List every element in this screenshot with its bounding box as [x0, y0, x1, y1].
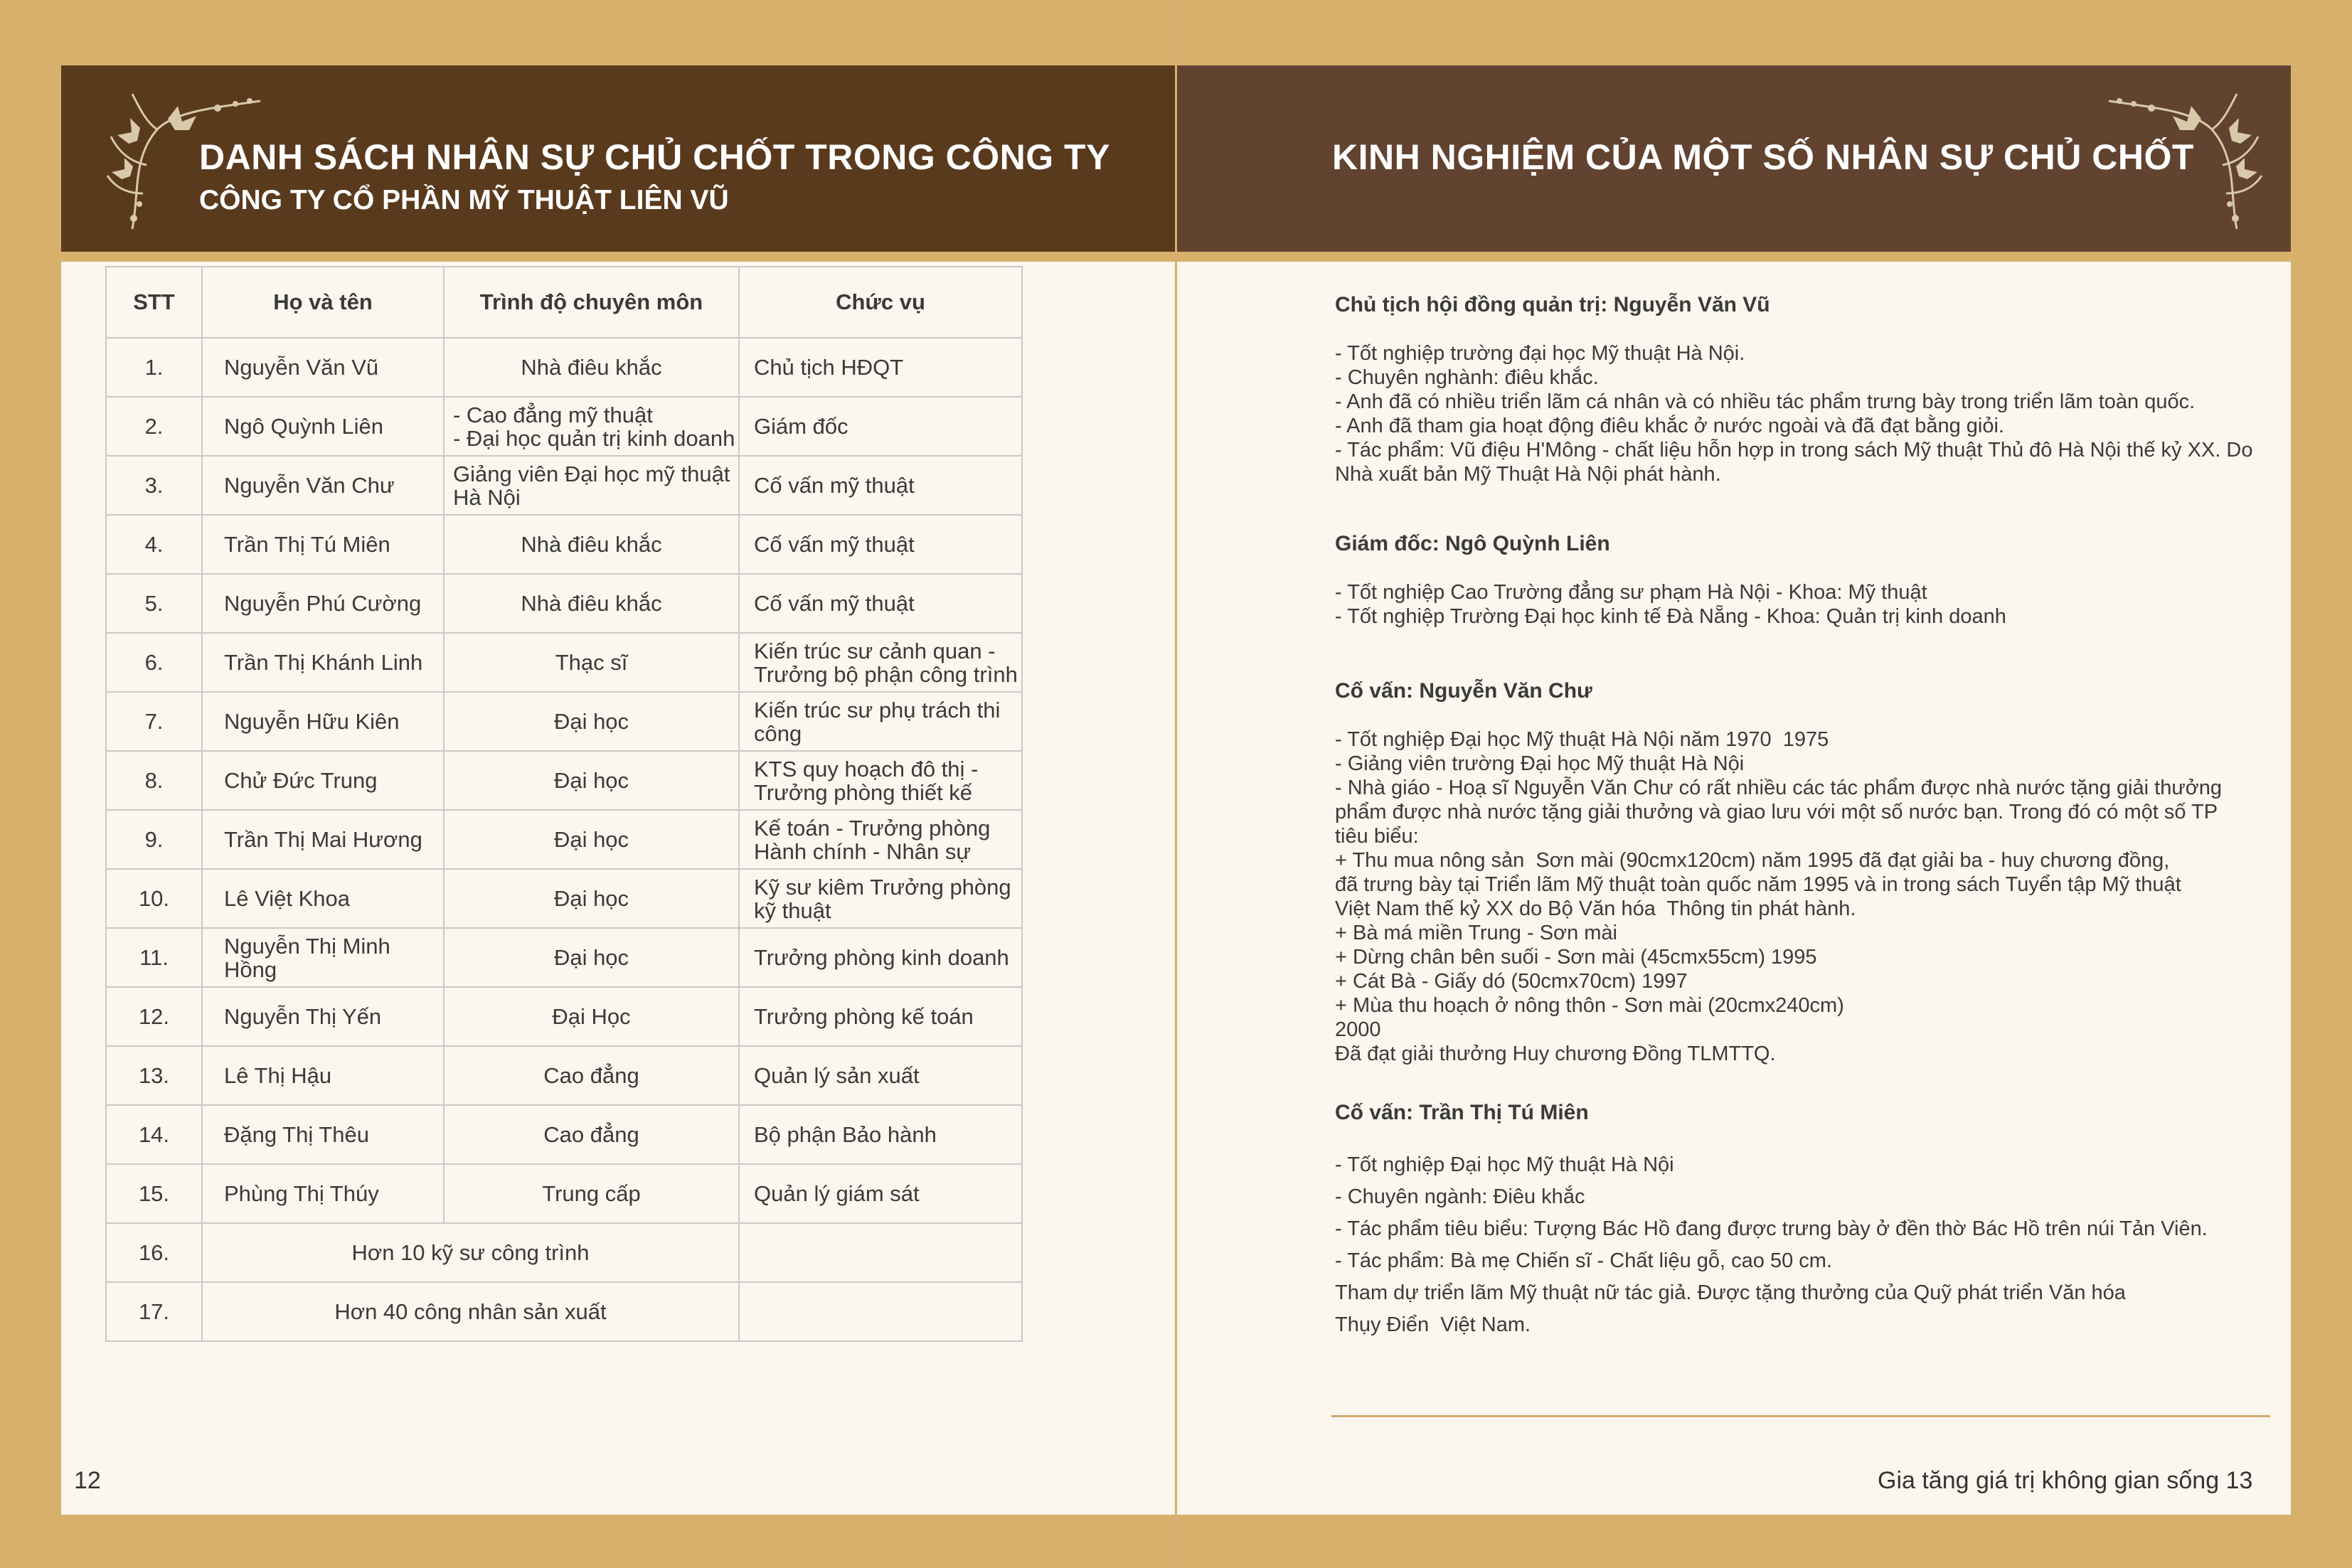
cell-merged-note: Hơn 10 kỹ sư công trình	[202, 1223, 739, 1282]
section-line: Thụy Điển Việt Nam.	[1335, 1313, 1531, 1336]
experience-section	[1335, 1101, 2281, 1341]
section-line: + Dừng chân bên suối - Sơn mài (45cmx55cm) 1995	[1335, 946, 1817, 969]
cell-stt: 2.	[106, 397, 202, 456]
cell-name: Nguyễn Thị Yến	[202, 987, 444, 1046]
cell-position: KTS quy hoạch đô thị - Trưởng phòng thiết kế	[739, 751, 1022, 810]
cell-stt: 15.	[106, 1164, 202, 1223]
cell-stt: 7.	[106, 692, 202, 751]
section-line: - Tốt nghiệp Cao Trường đẳng sư phạm Hà Nội - Khoa: Mỹ thuật	[1335, 581, 1927, 604]
cell-stt: 4.	[106, 515, 202, 574]
cell-degree: Thạc sĩ	[444, 633, 739, 692]
cell-position: Kiến trúc sư phụ trách thi công	[739, 692, 1022, 751]
cell-stt: 17.	[106, 1282, 202, 1341]
cell-degree: Đại học	[444, 869, 739, 928]
section-heading: Cố vấn: Trần Thị Tú Miên	[1335, 1101, 1589, 1124]
cell-name: Ngô Quỳnh Liên	[202, 397, 444, 456]
section-line: + Bà má miền Trung - Sơn mài	[1335, 922, 1617, 944]
floral-ornament-icon	[2102, 80, 2279, 243]
cell-name: Đặng Thị Thêu	[202, 1105, 444, 1164]
section-line: Tham dự triển lãm Mỹ thuật nữ tác giả. Được tặng thưởng của Quỹ phát triển Văn hóa	[1335, 1281, 2126, 1304]
section-line: - Nhà giáo - Hoạ sĩ Nguyễn Văn Chư có rất nhiều các tác phẩm được nhà nước tặng giải thưởng	[1335, 777, 2223, 799]
table-row	[106, 1164, 1022, 1223]
footer-divider	[1331, 1415, 2270, 1417]
header-name: Họ và tên	[202, 267, 444, 338]
table-row	[106, 515, 1022, 574]
section-line: + Mùa thu hoạch ở nông thôn - Sơn mài (20cmx240cm)	[1335, 994, 1844, 1017]
cell-stt: 14.	[106, 1105, 202, 1164]
cell-degree: Đại học	[444, 751, 739, 810]
cell-stt: 1.	[106, 338, 202, 397]
section-line: + Cát Bà - Giấy dó (50cmx70cm) 1997	[1335, 970, 1688, 993]
cell-name: Nguyễn Thị Minh Hồng	[202, 928, 444, 987]
table-row	[106, 1223, 1022, 1282]
left-page-number: 12	[74, 1467, 101, 1494]
cell-stt: 10.	[106, 869, 202, 928]
table-row	[106, 338, 1022, 397]
cell-name: Nguyễn Phú Cường	[202, 574, 444, 633]
cell-degree: Nhà điêu khắc	[444, 515, 739, 574]
cell-position: Trưởng phòng kế toán	[739, 987, 1022, 1046]
section-line: Đã đạt giải thưởng Huy chương Đồng TLMTTQ.	[1335, 1042, 1776, 1065]
cell-position: Cố vấn mỹ thuật	[739, 456, 1022, 515]
table-row	[106, 692, 1022, 751]
right-page-title: KINH NGHIỆM CỦA MỘT SỐ NHÂN SỰ CHỦ CHỐT	[1332, 137, 2194, 177]
right-title-banner	[1177, 65, 2291, 252]
cell-degree: Cao đẳng	[444, 1105, 739, 1164]
section-line: - Tác phẩm: Bà mẹ Chiến sĩ - Chất liệu gỗ, cao 50 cm.	[1335, 1249, 1833, 1272]
table-row	[106, 1105, 1022, 1164]
table-row	[106, 456, 1022, 515]
table-row	[106, 1282, 1022, 1341]
cell-name: Nguyễn Hữu Kiên	[202, 692, 444, 751]
left-page-title: DANH SÁCH NHÂN SỰ CHỦ CHỐT TRONG CÔNG TY	[199, 137, 1110, 177]
cell-stt: 3.	[106, 456, 202, 515]
table-row	[106, 987, 1022, 1046]
cell-degree: - Cao đẳng mỹ thuật - Đại học quản trị kinh doanh	[444, 397, 739, 456]
header-position: Chức vụ	[739, 267, 1022, 338]
cell-degree: Trung cấp	[444, 1164, 739, 1223]
table-row	[106, 751, 1022, 810]
section-heading: Chủ tịch hội đồng quản trị: Nguyễn Văn Vũ	[1335, 293, 1770, 316]
table-row	[106, 1046, 1022, 1105]
left-page-subtitle: CÔNG TY CỔ PHẦN MỸ THUẬT LIÊN VŨ	[199, 185, 729, 215]
header-degree: Trình độ chuyên môn	[444, 267, 739, 338]
header-stt: STT	[106, 267, 202, 338]
cell-degree: Nhà điêu khắc	[444, 574, 739, 633]
banner-underline	[1177, 252, 2291, 262]
cell-name: Lê Thị Hậu	[202, 1046, 444, 1105]
cell-position: Kiến trúc sư cảnh quan - Trưởng bộ phận công trình	[739, 633, 1022, 692]
cell-position: Cố vấn mỹ thuật	[739, 574, 1022, 633]
cell-name: Trần Thị Khánh Linh	[202, 633, 444, 692]
table-row	[106, 397, 1022, 456]
cell-stt: 8.	[106, 751, 202, 810]
right-page-footer: Gia tăng giá trị không gian sống 13	[1878, 1467, 2253, 1494]
table-row	[106, 810, 1022, 869]
cell-degree: Đại học	[444, 928, 739, 987]
section-line: - Tốt nghiệp Đại học Mỹ thuật Hà Nội	[1335, 1153, 1674, 1176]
cell-degree: Giảng viên Đại học mỹ thuật Hà Nội	[444, 456, 739, 515]
staff-table-body	[106, 338, 1022, 1341]
section-line: - Anh đã tham gia hoạt động điêu khắc ở nước ngoài và đã đạt bằng giỏi.	[1335, 415, 2004, 437]
section-line: đã trưng bày tại Triển lãm Mỹ thuật toàn quốc năm 1995 và in trong sách Tuyển tập Mỹ thuật	[1335, 873, 2181, 896]
cell-position: Trưởng phòng kinh doanh	[739, 928, 1022, 987]
section-heading: Cố vấn: Nguyễn Văn Chư	[1335, 679, 1592, 703]
cell-position: Chủ tịch HĐQT	[739, 338, 1022, 397]
cell-degree: Đại học	[444, 810, 739, 869]
cell-position: Giám đốc	[739, 397, 1022, 456]
cell-position: Bộ phận Bảo hành	[739, 1105, 1022, 1164]
section-line: - Giảng viên trường Đại học Mỹ thuật Hà Nội	[1335, 752, 1745, 775]
table-header-row	[106, 267, 1022, 338]
cell-merged-note: Hơn 40 công nhân sản xuất	[202, 1282, 739, 1341]
section-line: - Chuyên ngành: Điêu khắc	[1335, 1185, 1585, 1208]
cell-name: Chử Đức Trung	[202, 751, 444, 810]
cell-degree: Nhà điêu khắc	[444, 338, 739, 397]
cell-stt: 16.	[106, 1223, 202, 1282]
experience-section	[1335, 532, 2281, 629]
cell-position: Kế toán - Trưởng phòng Hành chính - Nhân sự	[739, 810, 1022, 869]
cell-name: Nguyễn Văn Chư	[202, 456, 444, 515]
section-heading: Giám đốc: Ngô Quỳnh Liên	[1335, 532, 1610, 555]
cell-position: Kỹ sư kiêm Trưởng phòng kỹ thuật	[739, 869, 1022, 928]
table-row	[106, 633, 1022, 692]
cell-name: Trần Thị Tú Miên	[202, 515, 444, 574]
section-line: - Tốt nghiệp trường đại học Mỹ thuật Hà Nội.	[1335, 342, 1745, 365]
section-line: tiêu biểu:	[1335, 825, 1419, 848]
cell-stt: 9.	[106, 810, 202, 869]
cell-position: Cố vấn mỹ thuật	[739, 515, 1022, 574]
experience-section	[1335, 293, 2281, 486]
cell-position: Quản lý giám sát	[739, 1164, 1022, 1223]
section-line: Nhà xuất bản Mỹ Thuật Hà Nội phát hành.	[1335, 463, 1721, 486]
cell-name: Nguyễn Văn Vũ	[202, 338, 444, 397]
banner-underline	[61, 252, 1175, 262]
section-line: phẩm được nhà nước tặng giải thưởng và giao lưu với một số nước bạn. Trong đó có một số TP	[1335, 801, 2218, 823]
section-line: - Chuyên nghành: điêu khắc.	[1335, 366, 1599, 389]
cell-name: Lê Việt Khoa	[202, 869, 444, 928]
cell-stt: 13.	[106, 1046, 202, 1105]
staff-table	[105, 266, 1023, 1342]
section-line: + Thu mua nông sản Sơn mài (90cmx120cm) năm 1995 đã đạt giải ba - huy chương đồng,	[1335, 849, 2170, 872]
cell-stt: 11.	[106, 928, 202, 987]
table-row	[106, 869, 1022, 928]
cell-position-empty	[739, 1223, 1022, 1282]
cell-stt: 5.	[106, 574, 202, 633]
cell-degree: Đại Học	[444, 987, 739, 1046]
left-title-banner	[61, 65, 1175, 252]
section-line: - Tốt nghiệp Trường Đại học kinh tế Đà Nẵng - Khoa: Quản trị kinh doanh	[1335, 605, 2006, 628]
section-line: Việt Nam thế kỷ XX do Bộ Văn hóa Thông tin phát hành.	[1335, 897, 1856, 920]
table-row	[106, 574, 1022, 633]
cell-stt: 6.	[106, 633, 202, 692]
section-line: - Tác phẩm tiêu biểu: Tượng Bác Hồ đang được trưng bày ở đền thờ Bác Hồ trên núi Tản Viên.	[1335, 1217, 2208, 1240]
section-line: 2000	[1335, 1018, 1381, 1041]
cell-position-empty	[739, 1282, 1022, 1341]
experience-section	[1335, 679, 2281, 1066]
section-line: - Tốt nghiệp Đại học Mỹ thuật Hà Nội năm 1970 1975	[1335, 728, 1829, 751]
cell-name: Phùng Thị Thúy	[202, 1164, 444, 1223]
cell-position: Quản lý sản xuất	[739, 1046, 1022, 1105]
cell-stt: 12.	[106, 987, 202, 1046]
section-line: - Anh đã có nhiều triển lãm cá nhân và có nhiều tác phẩm trưng bày trong triển lãm toàn quốc.	[1335, 390, 2196, 413]
section-line: - Tác phẩm: Vũ điệu H'Mông - chất liệu hỗn hợp in trong sách Mỹ thuật Thủ đô Hà Nội thế kỷ XX. Do	[1335, 439, 2253, 462]
cell-degree: Cao đẳng	[444, 1046, 739, 1105]
cell-name: Trần Thị Mai Hương	[202, 810, 444, 869]
cell-degree: Đại học	[444, 692, 739, 751]
table-row	[106, 928, 1022, 987]
